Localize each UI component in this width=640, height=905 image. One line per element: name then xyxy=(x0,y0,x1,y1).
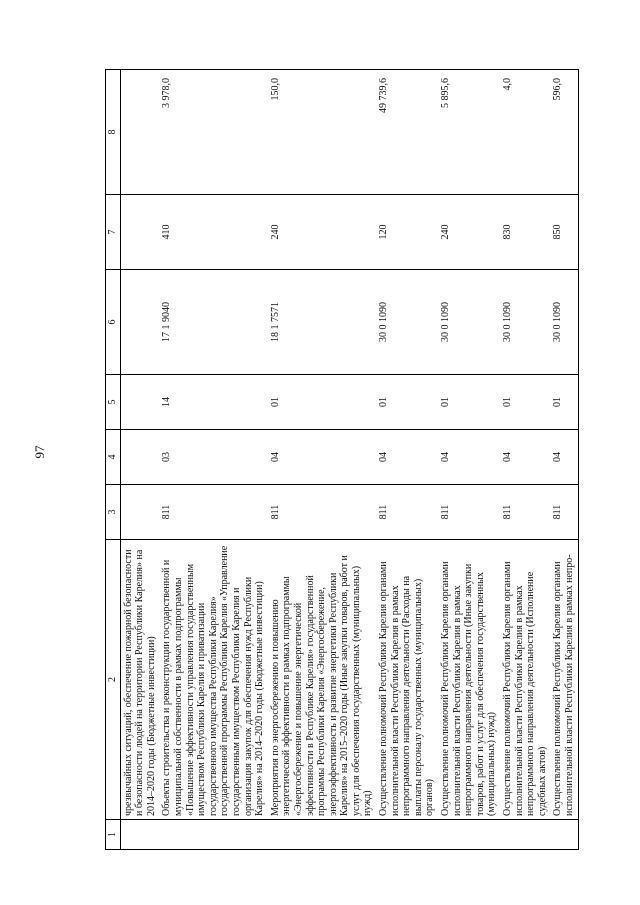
cell-amount: 49 739,6 xyxy=(376,70,438,195)
cell-section: 04 xyxy=(438,430,500,485)
header-row xyxy=(106,70,121,850)
header-col-8: 8 xyxy=(106,70,121,195)
header-col-3: 3 xyxy=(106,485,121,540)
cell-subsection: 01 xyxy=(500,375,550,430)
cell-name: Мероприятия по энергосбережению и повышению энергетической эффективности в рамках подпрограммы «Энергосбережение и повышение энергетической эффективности в Республике Карелия» государственной программы Республики Карелия «Энергосбережение, энергоэффективность и развитие энергетики Республики Карелия» на 2015–2020 годы (Иные закупки товаров, работ и услуг для обеспечения государственных (муниципальных) нужд) xyxy=(268,540,376,820)
cell-number xyxy=(550,820,578,850)
cell-target-item xyxy=(120,270,159,375)
cell-expense-type: 120 xyxy=(376,195,438,270)
cell-target-item: 30 0 1090 xyxy=(438,270,500,375)
cell-section xyxy=(120,430,159,485)
table-row xyxy=(500,70,550,850)
header-col-7: 7 xyxy=(106,195,121,270)
cell-name: Осуществление полномочий Республики Карелия органами исполнительной власти Республики Карелия в рамках непрограммного направления деятельности (Исполнение судебных актов) xyxy=(500,540,550,820)
cell-number xyxy=(120,820,159,850)
cell-ministry: 811 xyxy=(550,485,578,540)
cell-number xyxy=(500,820,550,850)
page-number: 97 xyxy=(32,445,47,459)
cell-target-item: 30 0 1090 xyxy=(376,270,438,375)
cell-subsection: 01 xyxy=(268,375,376,430)
cell-amount: 150,0 xyxy=(268,70,376,195)
cell-amount: 4,0 xyxy=(500,70,550,195)
cell-target-item: 30 0 1090 xyxy=(550,270,578,375)
cell-expense-type: 850 xyxy=(550,195,578,270)
table-row xyxy=(376,70,438,850)
header-col-2: 2 xyxy=(106,540,121,820)
cell-section: 04 xyxy=(500,430,550,485)
cell-name: Осуществление полномочий Республики Карелия органами исполнительной власти Республики Карелия в рамках непрограммного направления деятельности (Расходы на выплаты персоналу государственных (муниципальных) органов) xyxy=(376,540,438,820)
cell-section: 04 xyxy=(268,430,376,485)
cell-ministry: 811 xyxy=(268,485,376,540)
cell-amount: 596,0 xyxy=(550,70,578,195)
cell-ministry: 811 xyxy=(500,485,550,540)
cell-amount: 5 895,6 xyxy=(438,70,500,195)
cell-target-item: 17 1 9040 xyxy=(159,270,267,375)
table-row xyxy=(438,70,500,850)
cell-subsection xyxy=(120,375,159,430)
cell-name: Осуществление полномочий Республики Карелия органами исполнительной власти Республики Карелия в рамках непрограммного направления деятельности (Иные закупки товаров, работ и услуг для обеспечения государственных (муниципальных) нужд) xyxy=(438,540,500,820)
cell-number xyxy=(438,820,500,850)
cell-expense-type: 410 xyxy=(159,195,267,270)
cell-subsection: 14 xyxy=(159,375,267,430)
budget-table xyxy=(105,69,579,850)
header-col-6: 6 xyxy=(106,270,121,375)
rotated-page-content xyxy=(105,70,575,850)
cell-name: Осуществление полномочий Республики Карелия органами исполнительной власти Республики Карелия в рамках непро- xyxy=(550,540,578,820)
cell-ministry: 811 xyxy=(376,485,438,540)
cell-ministry xyxy=(120,485,159,540)
table-row xyxy=(268,70,376,850)
cell-number xyxy=(268,820,376,850)
cell-subsection: 01 xyxy=(438,375,500,430)
cell-subsection: 01 xyxy=(376,375,438,430)
cell-section: 04 xyxy=(376,430,438,485)
cell-target-item: 30 0 1090 xyxy=(500,270,550,375)
header-col-1: 1 xyxy=(106,820,121,850)
table-row xyxy=(159,70,267,850)
cell-number xyxy=(159,820,267,850)
cell-expense-type: 240 xyxy=(438,195,500,270)
cell-section: 03 xyxy=(159,430,267,485)
header-col-4: 4 xyxy=(106,430,121,485)
cell-ministry: 811 xyxy=(159,485,267,540)
cell-ministry: 811 xyxy=(438,485,500,540)
table-row xyxy=(550,70,578,850)
table-row xyxy=(120,70,159,850)
cell-expense-type xyxy=(120,195,159,270)
cell-name: чрезвычайных ситуаций, обеспечение пожарной безопасности и безопасности людей на территории Республики Карелия» на 2014–2020 годы (Бюджетные инвестиции) xyxy=(120,540,159,820)
cell-subsection: 01 xyxy=(550,375,578,430)
cell-amount xyxy=(120,70,159,195)
cell-expense-type: 240 xyxy=(268,195,376,270)
cell-expense-type: 830 xyxy=(500,195,550,270)
cell-name: Объекты строительства и реконструкции государственной и муниципальной собственности в рамках подпрограммы «Повышение эффективности управления государственным имуществом Республики Карелия и приватизации государственного имущества Республики Карелия» государственной программы Республики Карелия «Управление государственным имуществом Республики Карелия и организация закупок для обеспечения нужд Республики Карелия» на 2014–2020 годы (Бюджетные инвестиции) xyxy=(159,540,267,820)
cell-number xyxy=(376,820,438,850)
cell-target-item: 18 1 7571 xyxy=(268,270,376,375)
header-col-5: 5 xyxy=(106,375,121,430)
cell-amount: 3 978,0 xyxy=(159,70,267,195)
cell-section: 04 xyxy=(550,430,578,485)
